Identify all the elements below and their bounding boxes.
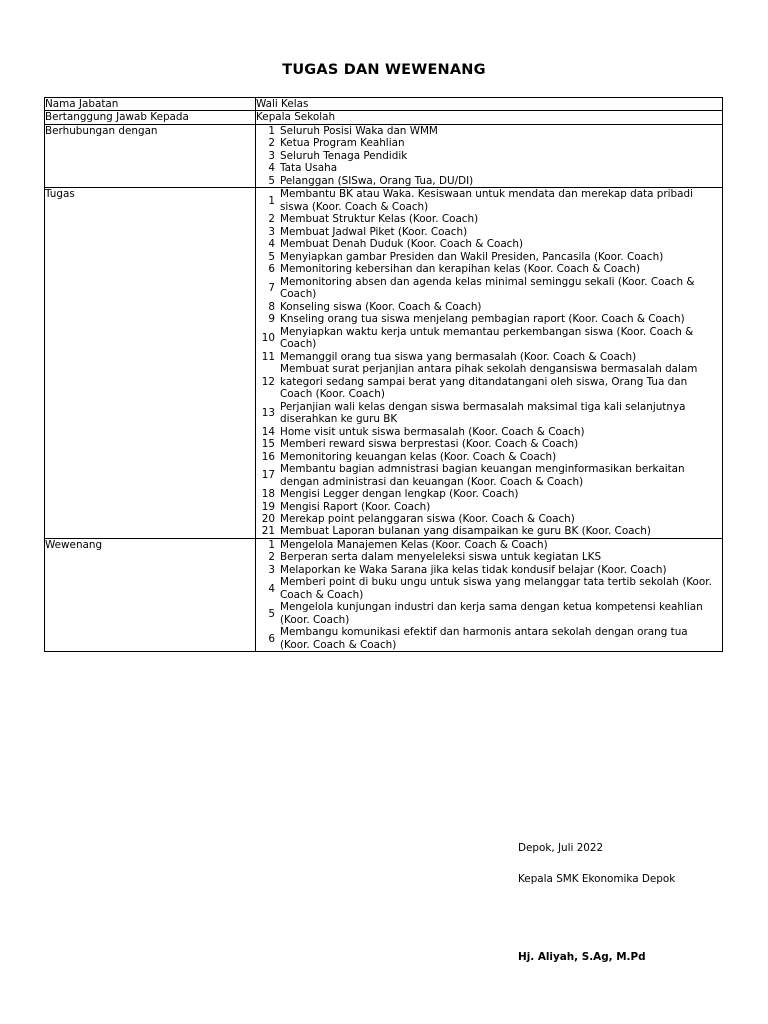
label-bertanggung-jawab: Bertanggung Jawab Kepada xyxy=(45,111,256,124)
item-number: 17 xyxy=(261,469,275,482)
signature-place-date: Depok, Juli 2022 xyxy=(518,842,604,854)
tugas-item xyxy=(256,301,722,313)
value-bertanggung-jawab: Kepala Sekolah xyxy=(256,111,723,124)
item-number: 5 xyxy=(268,607,275,620)
item-text: Melaporkan ke Waka Sarana jika kelas tidak kondusif belajar (Koor. Coach) xyxy=(280,563,667,576)
item-text: Membuat Laporan bulanan yang disampaikan ke guru BK (Koor. Coach) xyxy=(280,525,651,538)
label-wewenang: Wewenang xyxy=(45,538,256,651)
item-text: Mengelola kunjungan industri dan kerja sama dengan ketua kompetensi keahlian (Koor. Coach) xyxy=(280,601,703,626)
berhubungan-item xyxy=(256,125,722,137)
item-number: 21 xyxy=(261,525,275,538)
item-text: Tata Usaha xyxy=(280,162,338,175)
row-tugas xyxy=(45,188,723,539)
item-text: Membantu BK atau Waka. Kesiswaan untuk mendata dan merekap data pribadi siswa (Koor. Coach & Coach) xyxy=(280,188,694,213)
item-number: 6 xyxy=(268,632,275,645)
tugas-item xyxy=(256,401,722,426)
berhubungan-item xyxy=(256,137,722,149)
tugas-item xyxy=(256,426,722,438)
item-text: Membuat Struktur Kelas (Koor. Coach) xyxy=(280,213,479,226)
item-number: 3 xyxy=(268,225,275,238)
item-text: Membuat Jadwal Piket (Koor. Coach) xyxy=(280,225,468,238)
label-nama-jabatan: Nama Jabatan xyxy=(45,98,256,111)
tugas-item xyxy=(256,188,722,213)
wewenang-item xyxy=(256,551,722,563)
item-text: Menyiapkan gambar Presiden dan Wakil Presiden, Pancasila (Koor. Coach) xyxy=(280,250,664,263)
tugas-item xyxy=(256,363,722,400)
item-text: Memonitoring absen dan agenda kelas minimal seminggu sekali (Koor. Coach & Coach) xyxy=(280,275,695,301)
tugas-item xyxy=(256,276,722,301)
item-text: Ketua Program Keahlian xyxy=(280,137,405,150)
item-text: Seluruh Posisi Waka dan WMM xyxy=(280,124,438,137)
berhubungan-list xyxy=(256,125,722,187)
item-text: Memberi reward siswa berprestasi (Koor. Coach & Coach) xyxy=(280,438,579,451)
row-bertanggung-jawab xyxy=(45,111,723,124)
item-number: 2 xyxy=(268,137,275,150)
tugas-item xyxy=(256,351,722,363)
document-title: TUGAS DAN WEWENANG xyxy=(282,62,486,78)
wewenang-list xyxy=(256,539,722,651)
item-text: Konseling siswa (Koor. Coach & Coach) xyxy=(280,300,482,313)
signature-name: Hj. Aliyah, S.Ag, M.Pd xyxy=(518,951,646,963)
item-number: 13 xyxy=(261,406,275,419)
tugas-item xyxy=(256,313,722,325)
item-text: Memanggil orang tua siswa yang bermasalah (Koor. Coach & Coach) xyxy=(280,350,637,363)
tugas-item xyxy=(256,238,722,250)
item-number: 8 xyxy=(268,300,275,313)
item-number: 2 xyxy=(268,213,275,226)
item-text: Knseling orang tua siswa menjelang pembagian raport (Koor. Coach & Coach) xyxy=(280,313,685,326)
tugas-item xyxy=(256,463,722,488)
item-text: Membangu komunikasi efektif dan harmonis antara sekolah dengan orang tua (Koor. Coach & Coach) xyxy=(280,626,688,651)
wewenang-item xyxy=(256,539,722,551)
item-text: Membantu bagian admnistrasi bagian keuangan menginformasikan berkaitan dengan administrasi dan keuangan (Koor. Coach & Coach) xyxy=(280,463,685,488)
item-text: Mengelola Manajemen Kelas (Koor. Coach & Coach) xyxy=(280,538,548,551)
signature-role: Kepala SMK Ekonomika Depok xyxy=(518,873,676,885)
item-number: 16 xyxy=(261,450,275,463)
berhubungan-item xyxy=(256,162,722,174)
label-berhubungan: Berhubungan dengan xyxy=(45,124,256,187)
item-text: Berperan serta dalam menyeleleksi siswa untuk kegiatan LKS xyxy=(280,551,602,564)
item-text: Home visit untuk siswa bermasalah (Koor. Coach & Coach) xyxy=(280,425,585,438)
item-number: 3 xyxy=(268,149,275,162)
duties-table xyxy=(44,97,723,652)
tugas-item xyxy=(256,213,722,225)
item-number: 5 xyxy=(268,250,275,263)
item-number: 4 xyxy=(268,238,275,251)
tugas-item xyxy=(256,326,722,351)
tugas-item xyxy=(256,501,722,513)
item-number: 14 xyxy=(261,425,275,438)
item-number: 3 xyxy=(268,563,275,576)
tugas-item xyxy=(256,525,722,537)
tugas-item xyxy=(256,488,722,500)
item-text: Seluruh Tenaga Pendidik xyxy=(280,149,408,162)
item-number: 7 xyxy=(268,282,275,295)
row-nama-jabatan xyxy=(45,98,723,111)
item-text: Mengisi Raport (Koor. Coach) xyxy=(280,500,431,513)
item-text: Membuat surat perjanjian antara pihak sekolah dengansiswa bermasalah dalam kategori sedang sampai berat yang ditandatangani oleh siswa, Orang Tua dan Coach (Koor. Coach) xyxy=(280,363,698,401)
wewenang-item xyxy=(256,626,722,651)
item-number: 10 xyxy=(261,331,275,344)
item-text: Perjanjian wali kelas dengan siswa bermasalah maksimal tiga kali selanjutnya diserahkan ke guru BK xyxy=(280,400,686,426)
wewenang-item xyxy=(256,576,722,601)
row-wewenang xyxy=(45,538,723,651)
berhubungan-item xyxy=(256,150,722,162)
item-text: Mengisi Legger dengan lengkap (Koor. Coach) xyxy=(280,488,519,501)
item-text: Menyiapkan waktu kerja untuk memantau perkembangan siswa (Koor. Coach & Coach) xyxy=(280,325,694,351)
tugas-item xyxy=(256,513,722,525)
item-number: 6 xyxy=(268,263,275,276)
item-number: 18 xyxy=(261,488,275,501)
item-text: Memberi point di buku ungu untuk siswa yang melanggar tata tertib sekolah (Koor. Coach & Coach) xyxy=(280,576,712,601)
label-tugas: Tugas xyxy=(45,188,256,539)
item-number: 12 xyxy=(261,375,275,388)
tugas-item xyxy=(256,263,722,275)
tugas-item xyxy=(256,438,722,450)
item-text: Memonitoring keuangan kelas (Koor. Coach & Coach) xyxy=(280,450,557,463)
berhubungan-item xyxy=(256,175,722,187)
wewenang-item xyxy=(256,601,722,626)
item-text: Memonitoring kebersihan dan kerapihan kelas (Koor. Coach & Coach) xyxy=(280,263,640,276)
item-number: 20 xyxy=(261,512,275,525)
item-number: 5 xyxy=(268,174,275,187)
cell-wewenang xyxy=(256,538,723,651)
item-text: Pelanggan (SISwa, Orang Tua, DU/DI) xyxy=(280,174,474,187)
item-number: 9 xyxy=(268,313,275,326)
tugas-list xyxy=(256,188,722,538)
item-text: Merekap point pelanggaran siswa (Koor. Coach & Coach) xyxy=(280,512,575,525)
tugas-item xyxy=(256,226,722,238)
item-number: 1 xyxy=(268,538,275,551)
item-number: 1 xyxy=(268,194,275,207)
cell-berhubungan xyxy=(256,124,723,187)
value-nama-jabatan: Wali Kelas xyxy=(256,98,723,111)
item-number: 11 xyxy=(261,350,275,363)
item-number: 4 xyxy=(268,582,275,595)
item-number: 1 xyxy=(268,124,275,137)
item-number: 19 xyxy=(261,500,275,513)
cell-tugas xyxy=(256,188,723,539)
item-number: 2 xyxy=(268,551,275,564)
wewenang-item xyxy=(256,564,722,576)
tugas-item xyxy=(256,251,722,263)
tugas-item xyxy=(256,451,722,463)
item-text: Membuat Denah Duduk (Koor. Coach & Coach) xyxy=(280,238,524,251)
item-number: 4 xyxy=(268,162,275,175)
row-berhubungan xyxy=(45,124,723,187)
item-number: 15 xyxy=(261,438,275,451)
